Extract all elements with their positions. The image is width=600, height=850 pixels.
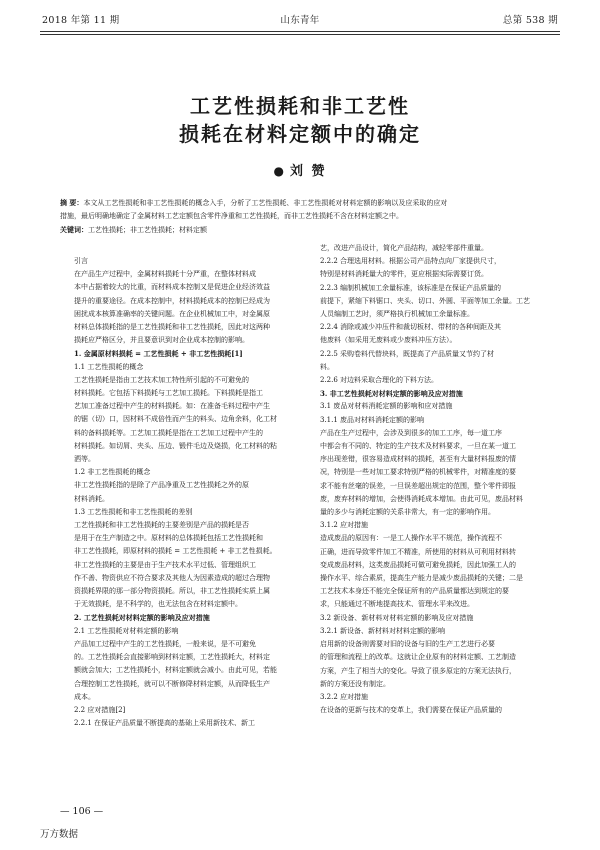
author-name: 刘 赞 — [289, 164, 327, 179]
section-heading: 1. 金属原材料损耗 = 工艺性损耗 + 非工艺性损耗[1] — [74, 349, 243, 359]
paragraph-line: 新的方案还没有制定。 — [320, 679, 390, 688]
paragraph-line: 提升的重要途径。在成本控制中，材料损耗成本的控制已经成为 — [74, 296, 270, 305]
paragraph-line: 中都会有不同的、特定的生产技术及材料要求，一旦在某一道工 — [320, 442, 516, 451]
paragraph-line: 是用于在生产制造之中。原材料的总体损耗包括工艺性损耗和 — [74, 534, 263, 543]
title-line: 工艺性损耗和非工艺性 — [190, 94, 410, 118]
subsection-heading: 3.1 废品对材料消耗定额的影响和应对措施 — [320, 402, 453, 411]
paragraph-line: 他废料（如采用无废料或少废料冲压方法）。 — [320, 336, 457, 345]
paragraph-line: 量的多少与消耗定额的关系非常大，有一定的影响作用。 — [320, 508, 495, 517]
paragraph-line: 的管理和流程上的改革。这就让企业原有的材料定额、工艺制造 — [320, 653, 516, 662]
right-column — [306, 242, 542, 717]
paragraph-line: 2.2.2 合理选用材料。根据公司产品特点向厂家提供尺寸， — [320, 257, 502, 266]
paragraph-line: 损耗应严格区分，并且要意识到对企业成本控制的影响。 — [74, 336, 249, 345]
subsection-heading: 2.1 工艺性损耗对材料定额的影响 — [74, 626, 179, 635]
header-journal: 山东青年 — [280, 15, 320, 26]
subsection-heading: 1.1 工艺性损耗的概念 — [74, 362, 144, 371]
paragraph-line: 材料损耗。如切屑、夹头、压边、锻件毛边及烧损，化工材料的粘 — [74, 441, 277, 450]
abstract-line — [60, 196, 540, 210]
keywords-label: 关键词： — [60, 225, 88, 234]
subsection-heading: 1.2 非工艺性损耗的概念 — [74, 468, 151, 477]
paragraph-line: 的锯（切）口，因材料不成倍性而产生的料头、边角余料，化工材 — [74, 415, 277, 424]
paragraph-line: 困扰成本核算准确率的关键问题。在企业机械加工中，对金属原 — [74, 309, 270, 318]
subsection-heading: 引言 — [74, 257, 88, 265]
paragraph-line: 材料消耗。 — [74, 494, 109, 503]
left-column — [60, 255, 296, 730]
paragraph-line: 序出现差错，很容易造成材料的损耗，甚至有大量材料报废的情 — [320, 455, 516, 464]
page-number: — 106 — — [60, 806, 104, 817]
header-rule-thin — [40, 34, 560, 35]
paragraph-line: 人员编制工艺时，须严格执行机械加工余量标准。 — [320, 310, 474, 319]
paragraph-line: 产品在生产过程中，会涉及到很多的加工工序，每一道工序 — [320, 428, 502, 437]
paragraph-line: 洒等。 — [74, 455, 95, 464]
paragraph-line: 2.2.6 对边料采取合理化的下料方法。 — [320, 376, 439, 385]
header-total-issue: 总第 538 期 — [502, 15, 558, 26]
abstract-line: 措施，最后明确地确定了金属材料工艺定额包含零件净重和工艺性损耗，而非工艺性损耗不含在材料定额之中。 — [60, 212, 403, 220]
paragraph-line: 料。 — [320, 362, 334, 371]
subsection-heading: 3.1.1 废品对材料消耗定额的影响 — [320, 415, 425, 424]
paragraph-line: 方案，产生了相当大的变化。导致了很多原定的方案无法执行， — [320, 666, 516, 675]
keywords-line — [60, 223, 540, 237]
header-rule — [40, 31, 560, 32]
paragraph-line: 在设备的更新与技术的变革上，我们需要在保证产品质量的 — [320, 706, 502, 715]
paragraph-line: 2.2.4 消除或减少冲压件和裁切板材、带材的各种间距及其 — [320, 323, 502, 332]
paragraph-line: 非工艺性损耗，即原材料的损耗 = 工艺性损耗 + 非工艺性损耗。 — [74, 547, 277, 556]
paragraph-line: 2.2.1 在保证产品质量不断提高的基础上采用新技术、新工 — [74, 719, 256, 728]
article-title — [0, 92, 600, 148]
paragraph-line: 在产品生产过程中，金属材料损耗十分严重，在整体材料成 — [74, 270, 256, 279]
bullet-icon: ● — [273, 164, 286, 178]
paragraph-line: 艺，改进产品设计，简化产品结构，减轻零部件重量。 — [320, 244, 488, 252]
paragraph-line: 于无效损耗，是不科学的，也无法包含在材料定额中。 — [74, 600, 242, 609]
paragraph-line: 况，特别是一些对加工要求特别严格的机械零件，对精准度的要 — [320, 468, 516, 477]
paragraph-line: 求不能有丝毫的误差，一旦误差超出规定的范围，整个零件即报 — [320, 481, 516, 490]
paragraph-line: 艺加工准备过程中产生的材料损耗。如：在准备毛料过程中产生 — [74, 402, 270, 411]
section-heading: 3. 非工艺性损耗对材料定额的影响及应对措施 — [320, 389, 463, 399]
source-watermark: 万方数据 — [40, 829, 79, 840]
paragraph-line: 2.2.3 编制机械加工余量标准，该标准是在保证产品质量的 — [320, 283, 502, 292]
paragraph-line: 正确，进而导致零件加工不精准，所使用的材料从可利用材料转 — [320, 547, 516, 556]
paragraph-line: 材料损耗。它包括下料损耗与工艺加工损耗。下料损耗是指工 — [74, 389, 263, 398]
paragraph-line: 前提下，紧缩下料锯口、夹头、切口、外圆、平面等加工余量。工艺 — [320, 296, 530, 305]
paragraph-line: 造成废品的原因有：一是工人操作水平不规范，操作流程不 — [320, 534, 502, 543]
paragraph-line: 材料总体损耗指的是工艺性损耗和非工艺性损耗，因此对这两种 — [74, 323, 270, 332]
header-issue: 2018 年第 11 期 — [42, 15, 120, 26]
paragraph-line: 作不善、物资供应不符合要求及其他人为因素造成的超过合理物 — [74, 573, 270, 582]
subsection-heading: 3.2.1 新设备、新材料对材料定额的影响 — [320, 626, 446, 635]
title-line: 损耗在材料定额中的确定 — [179, 122, 421, 146]
paragraph-line: 工艺技术本身还不能完全保证所有的产品质量都达到规定的要 — [320, 587, 509, 596]
paragraph-line: 产品加工过程中产生的工艺性损耗，一般来说，是不可避免 — [74, 639, 256, 648]
subsection-heading: 3.2 新设备、新材料对材料定额的影响及应对措施 — [320, 613, 474, 622]
subsection-heading: 1.3 工艺性损耗和非工艺性损耗的差别 — [74, 507, 193, 516]
subsection-heading: 3.1.2 应对措施 — [320, 521, 369, 530]
paragraph-line: 资损耗界限的那一部分物资损耗。所以，非工艺性损耗实质上属 — [74, 587, 270, 596]
paragraph-line: 求，只能通过不断地提高技术、管理水平来改进。 — [320, 600, 474, 609]
paragraph-line: 合理控制工艺性损耗，就可以不断修降材料定额，从而降低生产 — [74, 679, 270, 688]
paragraph-line: 本中占据着较大的比重，而材料成本控制又是促进企业经济效益 — [74, 283, 270, 292]
paragraph-line: 启用新的设备则需要对旧的设备与旧的生产工艺进行必要 — [320, 640, 495, 649]
author — [0, 160, 600, 179]
paragraph-line: 2.2.5 采购卷料代替块料，既提高了产品质量又节约了材 — [320, 349, 495, 358]
paragraph-line: 额就会加大；工艺性损耗小，材料定额就会减小。由此可见，若能 — [74, 666, 277, 675]
paragraph-line: 料的备料损耗等。工艺加工损耗是指在工艺加工过程中产生的 — [74, 428, 263, 437]
subsection-heading: 3.2.2 应对措施 — [320, 692, 369, 701]
abstract-text: 本文从工艺性损耗和非工艺性损耗的概念入手，分析了工艺性损耗、非工艺性损耗对材料定额的影响以及应采取的应对 — [83, 199, 448, 207]
keywords-text: 工艺性损耗；非工艺性损耗；材料定额 — [88, 226, 207, 234]
paragraph-line: 的。工艺性损耗会直接影响到材料定额，工艺性损耗大，材料定 — [74, 653, 270, 662]
abstract — [60, 196, 540, 237]
subsection-heading: 2.2 应对措施[2] — [74, 705, 126, 714]
paragraph-line: 非工艺性损耗的主要是由于生产技术水平过低、管理组织工 — [74, 560, 256, 569]
paragraph-line: 操作水平、综合素质，提高生产能力是减少废品损耗的关键；二是 — [320, 574, 523, 583]
abstract-label: 摘 要： — [60, 198, 84, 207]
paragraph-line: 成本。 — [74, 692, 95, 701]
paragraph-line: 变成废品材料，这类废品损耗可做可避免损耗，因此加强工人的 — [320, 560, 516, 569]
paragraph-line: 工艺性损耗和非工艺性损耗的主要差别是产品的损耗是否 — [74, 521, 249, 530]
paragraph-line: 工艺性损耗是指由工艺技术加工特性所引起的不可避免的 — [74, 375, 249, 384]
paragraph-line: 非工艺性损耗指的是除了产品净重及工艺性损耗之外的原 — [74, 481, 249, 490]
paragraph-line: 特别是材料消耗量大的零件，更应根据实际需要订货。 — [320, 270, 488, 279]
section-heading: 2. 工艺性损耗对材料定额的影响及应对措施 — [74, 613, 210, 623]
paragraph-line: 废，废弃材料的增加，会使得消耗成本增加。由此可见，废品材料 — [320, 494, 523, 503]
